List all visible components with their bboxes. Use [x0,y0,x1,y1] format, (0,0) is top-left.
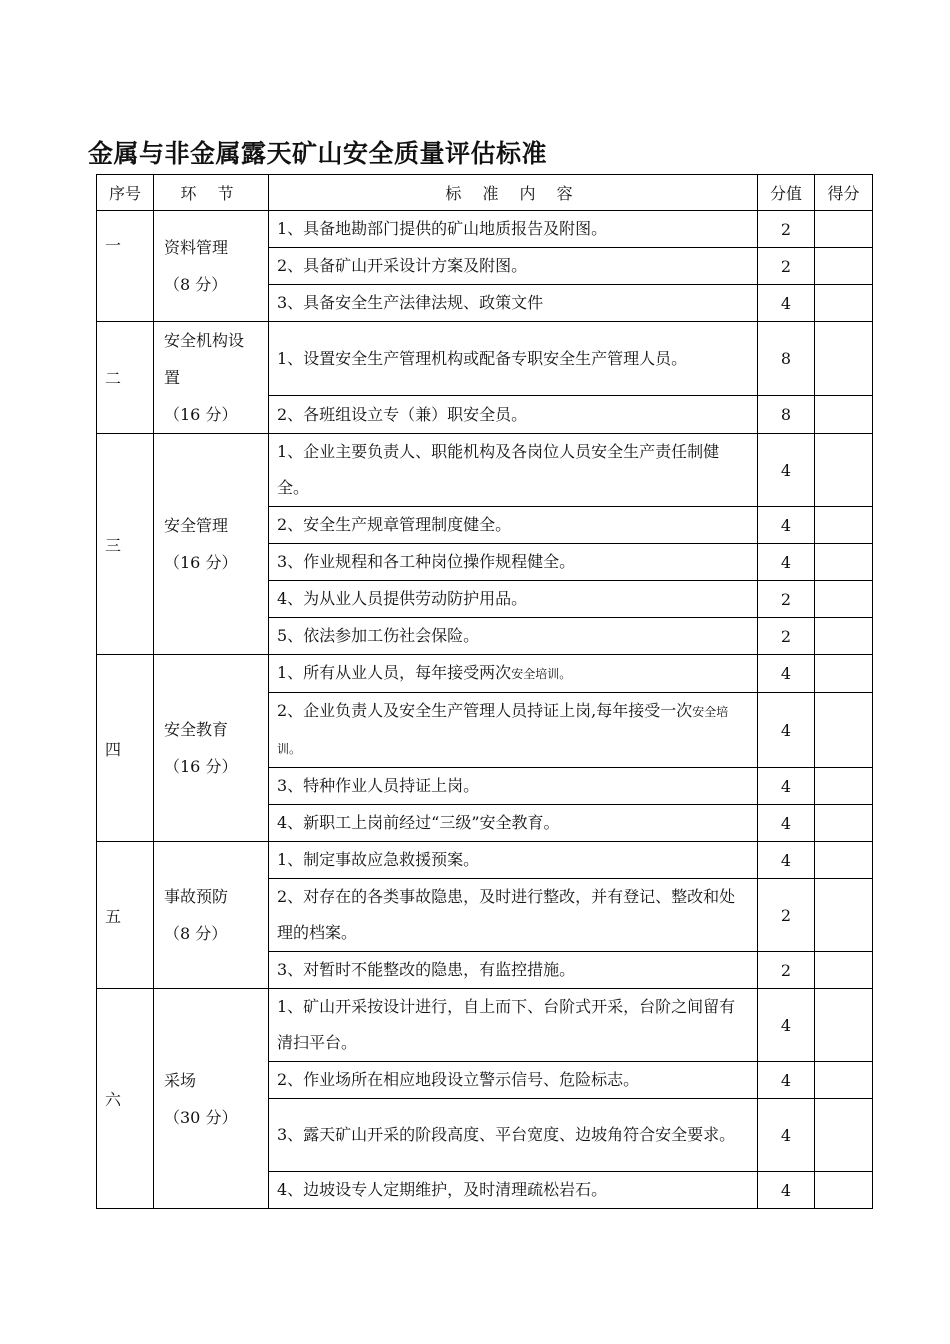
score-cell: 8 [758,396,815,434]
got-cell[interactable] [815,322,873,396]
section-name [154,989,269,1209]
score-cell: 4 [758,1062,815,1099]
criteria-cell: 3、作业规程和各工种岗位操作规程健全。 [269,544,758,581]
criteria-cell: 4、为从业人员提供劳动防护用品。 [269,581,758,618]
got-cell[interactable] [815,434,873,507]
table-row [97,211,873,248]
got-cell[interactable] [815,842,873,879]
criteria-text-small: 安全培训。 [511,667,572,681]
criteria-cell: 1、具备地勘部门提供的矿山地质报告及附图。 [269,211,758,248]
criteria-cell: 5、依法参加工伤社会保险。 [269,618,758,655]
criteria-cell: 3、露天矿山开采的阶段高度、平台宽度、边坡角符合安全要求。 [269,1099,758,1172]
section-points: （16 分） [164,553,238,572]
criteria-cell [269,693,758,768]
criteria-text: 1、所有从业人员，每年接受两次 [277,663,512,682]
got-cell[interactable] [815,618,873,655]
got-cell[interactable] [815,989,873,1062]
section-name [154,211,269,322]
page-title: 金属与非金属露天矿山安全质量评估标准 [88,139,548,168]
criteria-cell: 4、新职工上岗前经过“三级”安全教育。 [269,805,758,842]
evaluation-table [96,174,873,1209]
criteria-cell: 1、矿山开采按设计进行，自上而下、台阶式开采，台阶之间留有清扫平台。 [269,989,758,1062]
criteria-cell: 1、企业主要负责人、职能机构及各岗位人员安全生产责任制健全。 [269,434,758,507]
got-cell[interactable] [815,655,873,693]
table-row [97,989,873,1062]
score-cell: 2 [758,952,815,989]
section-title: 事故预防 [164,887,229,906]
score-cell: 2 [758,248,815,285]
got-cell[interactable] [815,396,873,434]
table-row [97,322,873,396]
section-name [154,655,269,842]
score-cell: 4 [758,655,815,693]
criteria-text-small: 安全培训。 [277,705,729,756]
criteria-text: 2、企业负责人及安全生产管理人员持证上岗,每年接受一次 [277,701,693,720]
section-title: 采场 [164,1070,197,1090]
section-index: 六 [97,989,154,1209]
header-criteria-label: 标 准 内 容 [445,184,581,203]
section-name [154,434,269,655]
criteria-cell: 3、特种作业人员持证上岗。 [269,768,758,805]
score-cell: 4 [758,1099,815,1172]
criteria-cell: 1、设置安全生产管理机构或配备专职安全生产管理人员。 [269,322,758,396]
criteria-cell: 2、对存在的各类事故隐患，及时进行整改，并有登记、整改和处理的档案。 [269,879,758,952]
section-name [154,322,269,434]
criteria-cell: 2、安全生产规章管理制度健全。 [269,507,758,544]
criteria-cell [269,655,758,693]
section-index: 一 [97,211,154,322]
header-index: 序号 [97,175,154,211]
section-index: 五 [97,842,154,989]
table-row [97,434,873,507]
section-index: 二 [97,322,154,434]
section-title: 安全管理 [164,516,229,535]
score-cell: 4 [758,989,815,1062]
section-points: （16 分） [164,757,238,776]
section-index: 四 [97,655,154,842]
score-cell: 4 [758,285,815,322]
section-title-line1: 安全机构设 [164,331,245,350]
criteria-cell: 1、制定事故应急救援预案。 [269,842,758,879]
got-cell[interactable] [815,879,873,952]
table-row [97,655,873,693]
section-title-line2: 置 [164,368,181,387]
got-cell[interactable] [815,211,873,248]
score-cell: 4 [758,805,815,842]
score-cell: 4 [758,544,815,581]
header-section [154,175,269,211]
criteria-cell: 4、边坡设专人定期维护，及时清理疏松岩石。 [269,1172,758,1209]
score-cell: 4 [758,507,815,544]
header-row [97,175,873,211]
header-criteria [269,175,758,211]
score-cell: 4 [758,842,815,879]
table-row [97,842,873,879]
score-cell: 4 [758,693,815,768]
criteria-cell: 3、具备安全生产法律法规、政策文件 [269,285,758,322]
header-score: 分值 [758,175,815,211]
got-cell[interactable] [815,805,873,842]
criteria-cell: 2、各班组设立专（兼）职安全员。 [269,396,758,434]
section-points: （8 分） [164,275,228,294]
score-cell: 2 [758,618,815,655]
got-cell[interactable] [815,285,873,322]
got-cell[interactable] [815,768,873,805]
score-cell: 8 [758,322,815,396]
criteria-cell: 3、对暂时不能整改的隐患，有监控措施。 [269,952,758,989]
section-name [154,842,269,989]
got-cell[interactable] [815,1099,873,1172]
score-cell: 4 [758,434,815,507]
section-points: （16 分） [164,405,238,424]
got-cell[interactable] [815,581,873,618]
got-cell[interactable] [815,544,873,581]
criteria-cell: 2、作业场所在相应地段设立警示信号、危险标志。 [269,1062,758,1099]
section-points: （8 分） [164,924,228,943]
got-cell[interactable] [815,952,873,989]
got-cell[interactable] [815,1062,873,1099]
score-cell: 2 [758,581,815,618]
got-cell[interactable] [815,1172,873,1209]
score-cell: 2 [758,211,815,248]
section-title: 安全教育 [164,720,229,739]
score-cell: 4 [758,1172,815,1209]
section-title: 资料管理 [164,238,229,257]
header-got: 得分 [815,175,873,211]
section-index: 三 [97,434,154,655]
score-cell: 4 [758,768,815,805]
got-cell[interactable] [815,507,873,544]
header-section-label: 环 节 [180,184,242,203]
score-cell: 2 [758,879,815,952]
got-cell[interactable] [815,248,873,285]
section-points: （30 分） [164,1107,238,1127]
criteria-cell: 2、具备矿山开采设计方案及附图。 [269,248,758,285]
got-cell[interactable] [815,693,873,768]
